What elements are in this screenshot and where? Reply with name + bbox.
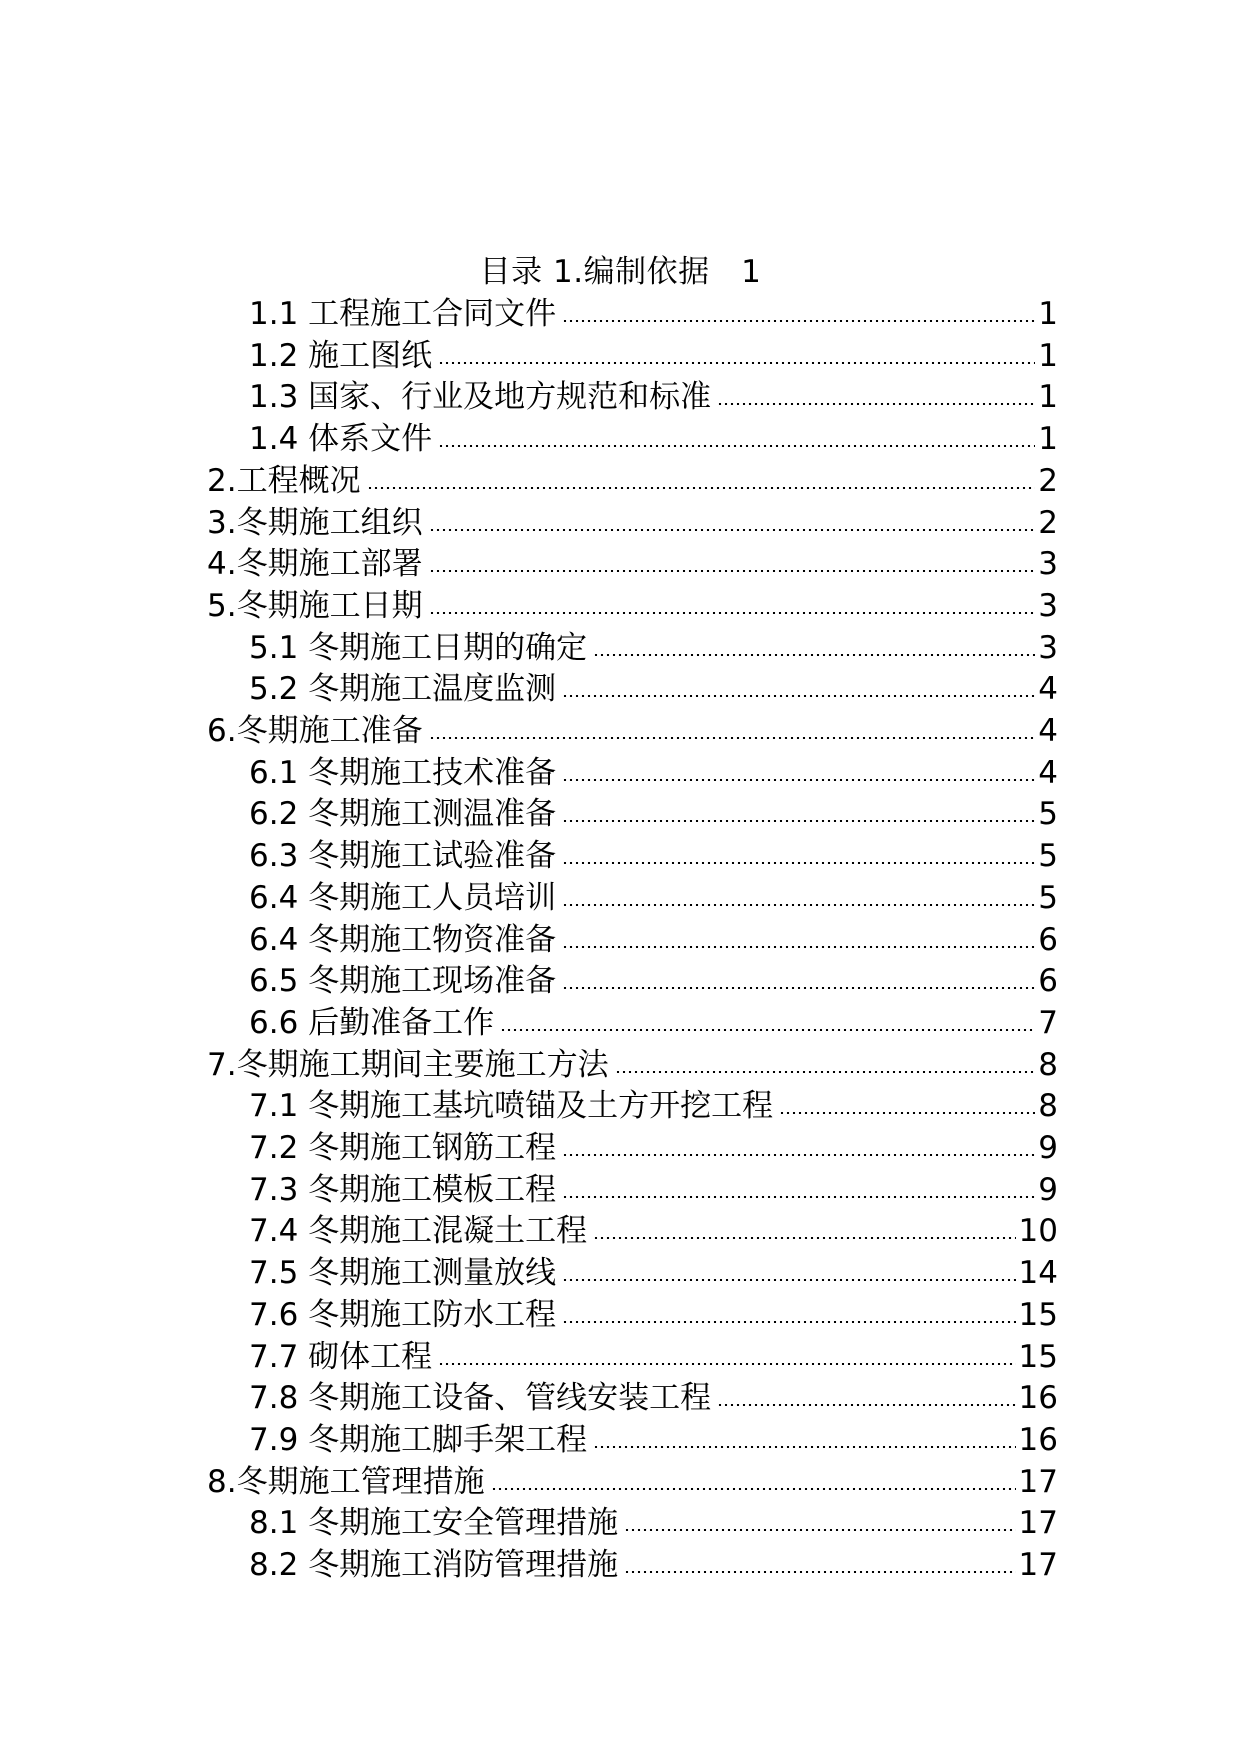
toc-entry-label: 7.5 冬期施工测量放线 [249, 1255, 557, 1291]
toc-entry-label: 6.4 冬期施工人员培训 [249, 880, 557, 916]
toc-entry-page-number: 1 [1038, 379, 1058, 415]
toc-entry[interactable] [249, 294, 1058, 334]
toc-entry[interactable] [249, 1128, 1058, 1168]
toc-entry-label: 7.冬期施工期间主要施工方法 [207, 1047, 609, 1083]
toc-dot-leader [562, 820, 1035, 822]
toc-entry[interactable] [249, 1295, 1058, 1335]
toc-entry-page-number: 2 [1038, 505, 1058, 541]
toc-entry-page-number: 14 [1018, 1255, 1058, 1291]
toc-entry[interactable] [249, 1003, 1058, 1043]
toc-entry-label: 8.冬期施工管理措施 [207, 1464, 485, 1500]
toc-entry-page-number: 1 [1038, 296, 1058, 332]
toc-entry-page-number: 10 [1018, 1213, 1058, 1249]
toc-dot-leader [562, 1196, 1035, 1198]
toc-entry-label: 4.冬期施工部署 [207, 546, 423, 582]
toc-entry[interactable] [249, 1086, 1058, 1126]
toc-entry[interactable] [207, 503, 1058, 543]
toc-dot-leader [367, 487, 1036, 489]
toc-entry-page-number: 5 [1038, 796, 1058, 832]
toc-entry-label: 5.1 冬期施工日期的确定 [249, 630, 588, 666]
toc-entry-page-number: 17 [1018, 1464, 1058, 1500]
toc-entry-label: 6.2 冬期施工测温准备 [249, 796, 557, 832]
toc-dot-leader [562, 1154, 1035, 1156]
toc-dot-leader [429, 612, 1036, 614]
toc-entry-page-number: 5 [1038, 880, 1058, 916]
toc-dot-leader [562, 946, 1035, 948]
toc-entry-page-number: 7 [1038, 1005, 1058, 1041]
toc-entry[interactable] [207, 1462, 1058, 1502]
toc-dot-leader [429, 737, 1036, 739]
toc-dot-leader [429, 529, 1036, 531]
toc-entry[interactable] [249, 1211, 1058, 1251]
toc-entry-page-number: 8 [1038, 1047, 1058, 1083]
toc-entry-page-number: 4 [1038, 671, 1058, 707]
toc-entry-label: 7.7 砌体工程 [249, 1339, 433, 1375]
toc-entry-page-number: 6 [1038, 922, 1058, 958]
toc-dot-leader [593, 1237, 1015, 1239]
toc-entry-label: 8.1 冬期施工安全管理措施 [249, 1505, 619, 1541]
toc-dot-leader [562, 1321, 1015, 1323]
toc-entry-label: 1.3 国家、行业及地方规范和标准 [249, 379, 712, 415]
toc-entry-page-number: 6 [1038, 963, 1058, 999]
toc-entry-page-number: 3 [1038, 546, 1058, 582]
toc-title: 目录 1.编制依据 1 [479, 254, 762, 290]
toc-entry-label: 6.1 冬期施工技术准备 [249, 755, 557, 791]
toc-entry-page-number: 17 [1018, 1547, 1058, 1583]
toc-entry[interactable] [249, 961, 1058, 1001]
toc-entry-label: 8.2 冬期施工消防管理措施 [249, 1547, 619, 1583]
toc-entry-page-number: 15 [1018, 1297, 1058, 1333]
toc-entry-label: 2.工程概况 [207, 463, 361, 499]
toc-entry-page-number: 8 [1038, 1088, 1058, 1124]
toc-entry[interactable] [249, 377, 1058, 417]
toc-entry-page-number: 5 [1038, 838, 1058, 874]
toc-dot-leader [624, 1529, 1015, 1531]
toc-entry[interactable] [249, 628, 1058, 668]
toc-dot-leader [779, 1112, 1035, 1114]
toc-dot-leader [562, 904, 1035, 906]
toc-dot-leader [429, 570, 1036, 572]
toc-entry-label: 3.冬期施工组织 [207, 505, 423, 541]
toc-entry-label: 7.6 冬期施工防水工程 [249, 1297, 557, 1333]
toc-entry-label: 7.2 冬期施工钢筋工程 [249, 1130, 557, 1166]
toc-entry-page-number: 9 [1038, 1172, 1058, 1208]
toc-entry[interactable] [207, 461, 1058, 501]
toc-dot-leader [491, 1488, 1016, 1490]
toc-dot-leader [562, 862, 1035, 864]
toc-entry[interactable] [249, 920, 1058, 960]
toc-entry[interactable] [249, 836, 1058, 876]
toc-entry-page-number: 4 [1038, 713, 1058, 749]
toc-entry[interactable] [207, 544, 1058, 584]
toc-dot-leader [438, 362, 1035, 364]
toc-entry[interactable] [249, 1337, 1058, 1377]
toc-entry-page-number: 2 [1038, 463, 1058, 499]
toc-entry[interactable] [249, 1378, 1058, 1418]
toc-dot-leader [717, 1404, 1015, 1406]
toc-entry[interactable] [249, 419, 1058, 459]
toc-dot-leader [562, 320, 1035, 322]
toc-entry-label: 7.9 冬期施工脚手架工程 [249, 1422, 588, 1458]
toc-entry-page-number: 16 [1018, 1380, 1058, 1416]
toc-entry[interactable] [249, 1545, 1058, 1585]
toc-entry-label: 1.2 施工图纸 [249, 338, 433, 374]
toc-dot-leader [562, 1279, 1015, 1281]
toc-dot-leader [624, 1571, 1015, 1573]
toc-entry-label: 6.3 冬期施工试验准备 [249, 838, 557, 874]
toc-dot-leader [438, 445, 1035, 447]
toc-entry[interactable] [249, 794, 1058, 834]
toc-entry[interactable] [207, 1045, 1058, 1085]
toc-entry[interactable] [249, 336, 1058, 376]
toc-entry-label: 1.4 体系文件 [249, 421, 433, 457]
toc-entry-label: 6.4 冬期施工物资准备 [249, 922, 557, 958]
toc-entry[interactable] [249, 878, 1058, 918]
toc-entry-label: 7.8 冬期施工设备、管线安装工程 [249, 1380, 712, 1416]
toc-entry[interactable] [249, 1503, 1058, 1543]
toc-entry[interactable] [249, 1170, 1058, 1210]
toc-entry-label: 5.2 冬期施工温度监测 [249, 671, 557, 707]
toc-entry[interactable] [207, 586, 1058, 626]
toc-entry-page-number: 15 [1018, 1339, 1058, 1375]
toc-dot-leader [717, 403, 1035, 405]
toc-entry[interactable] [249, 1253, 1058, 1293]
toc-entry-page-number: 1 [1038, 338, 1058, 374]
toc-entry[interactable] [249, 1420, 1058, 1460]
toc-dot-leader [562, 987, 1035, 989]
toc-entry-page-number: 1 [1038, 421, 1058, 457]
toc-entry[interactable] [249, 753, 1058, 793]
toc-entry[interactable] [207, 711, 1058, 751]
toc-entry-page-number: 3 [1038, 630, 1058, 666]
toc-dot-leader [500, 1029, 1035, 1031]
toc-dot-leader [593, 654, 1035, 656]
toc-entry-label: 7.4 冬期施工混凝土工程 [249, 1213, 588, 1249]
toc-entry-page-number: 9 [1038, 1130, 1058, 1166]
toc-entry-label: 1.1 工程施工合同文件 [249, 296, 557, 332]
toc-entry-page-number: 16 [1018, 1422, 1058, 1458]
toc-entry[interactable] [249, 669, 1058, 709]
toc-dot-leader [562, 695, 1035, 697]
toc-entry-label: 6.5 冬期施工现场准备 [249, 963, 557, 999]
toc-entry-page-number: 4 [1038, 755, 1058, 791]
toc-dot-leader [615, 1071, 1036, 1073]
toc-entry-page-number: 3 [1038, 588, 1058, 624]
toc-dot-leader [562, 779, 1035, 781]
toc-entry-label: 6.冬期施工准备 [207, 713, 423, 749]
toc-entry-label: 7.1 冬期施工基坑喷锚及土方开挖工程 [249, 1088, 774, 1124]
toc-entry-label: 5.冬期施工日期 [207, 588, 423, 624]
toc-entry-page-number: 17 [1018, 1505, 1058, 1541]
toc-dot-leader [438, 1363, 1015, 1365]
toc-dot-leader [593, 1446, 1015, 1448]
toc-entry-label: 6.6 后勤准备工作 [249, 1005, 495, 1041]
toc-entry-label: 7.3 冬期施工模板工程 [249, 1172, 557, 1208]
